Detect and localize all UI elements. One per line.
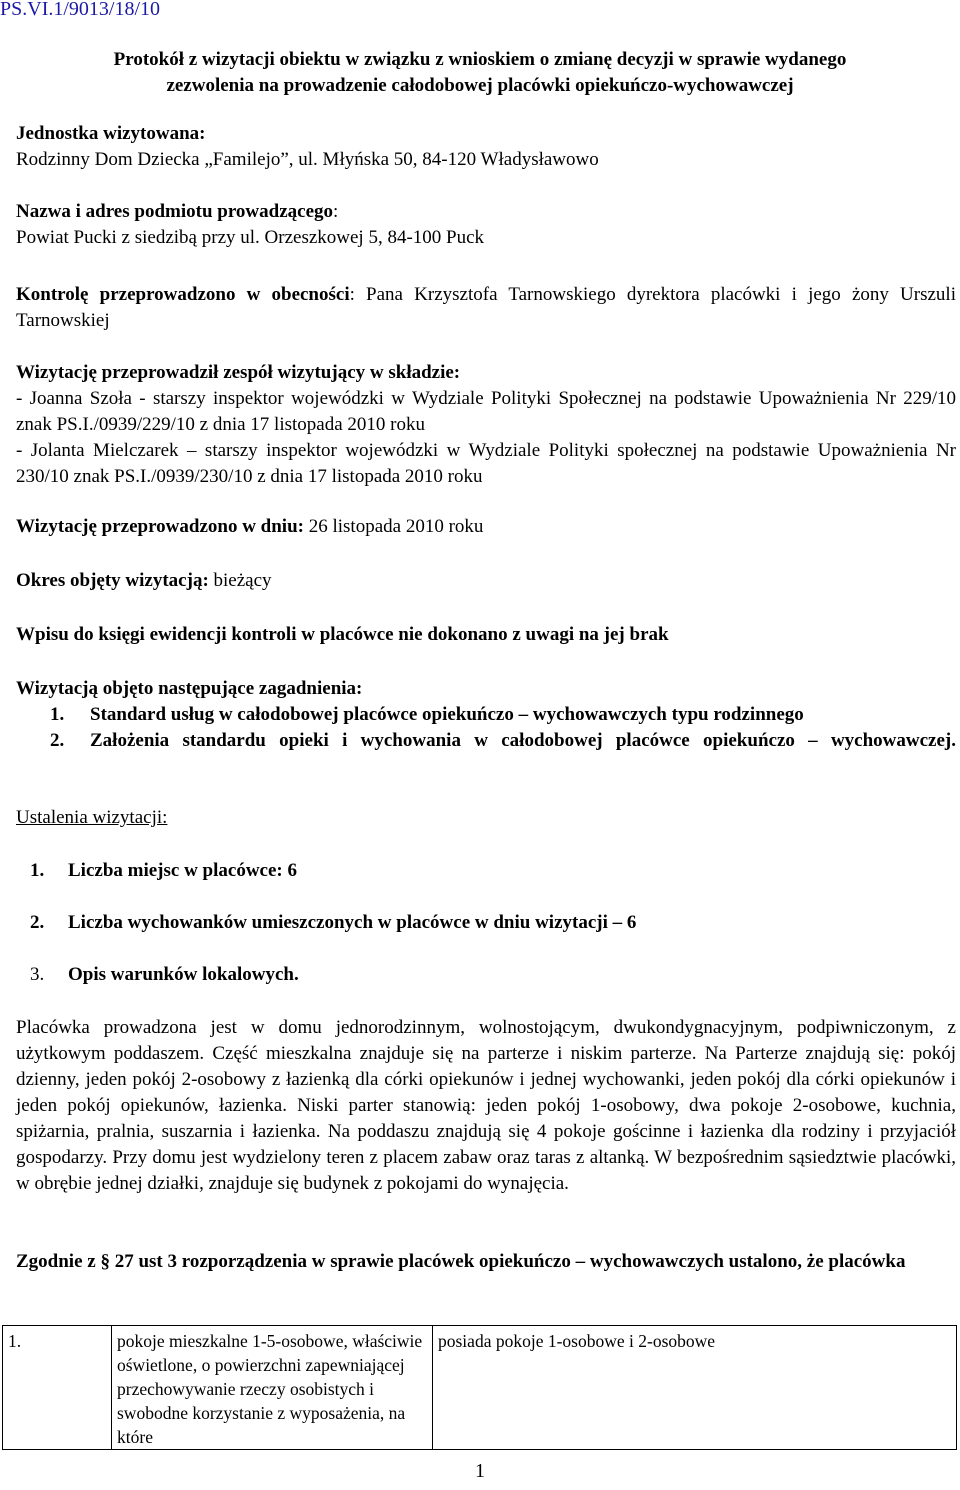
visited-unit-value: Rodzinny Dom Dziecka „Familejo”, ul. Młyńska 50, 84-120 Władysławowo bbox=[16, 149, 599, 170]
topic-item bbox=[16, 702, 956, 728]
visit-date-value: 26 listopada 2010 roku bbox=[303, 516, 484, 537]
presence-value: : Pana Krzysztofa Tarnowskiego dyrektora placówki i jego żony Urszuli Tarnowskiej bbox=[16, 284, 956, 331]
finding-number: 3. bbox=[30, 964, 45, 985]
table-row bbox=[3, 1326, 957, 1450]
title-line-1: Protokół z wizytacji obiektu w związku z wnioskiem o zmianę decyzji w sprawie wydanego bbox=[113, 49, 847, 70]
topic-number: 2. bbox=[50, 730, 65, 751]
row-number: 1. bbox=[3, 1326, 112, 1450]
team-label: Wizytację przeprowadził zespół wizytujący w składzie: bbox=[16, 362, 461, 383]
period-section bbox=[16, 568, 956, 594]
visit-date-label: Wizytację przeprowadzono w dniu: bbox=[16, 516, 304, 537]
finding-number: 1. bbox=[30, 860, 45, 881]
row-status: posiada pokoje 1-osobowe i 2-osobowe bbox=[433, 1326, 957, 1450]
team-member-2: - Jolanta Mielczarek – starszy inspektor wojewódzki w Wydziale Polityki społecznej na podstawie Upoważnienia Nr 230/10 znak PS.I./0939/230/10 z dnia 17 listopada 2010 roku bbox=[16, 440, 956, 487]
finding-item bbox=[30, 962, 299, 988]
document-title bbox=[0, 47, 960, 99]
period-label: Okres objęty wizytacją: bbox=[16, 570, 209, 591]
finding-number: 2. bbox=[30, 912, 45, 933]
findings-heading: Ustalenia wizytacji: bbox=[16, 807, 168, 828]
presence-label: Kontrolę przeprowadzono w obecności bbox=[16, 284, 350, 305]
topic-text: Standard usług w całodobowej placówce opiekuńczo – wychowawczych typu rodzinnego bbox=[90, 704, 804, 725]
visited-unit-label: Jednostka wizytowana: bbox=[16, 123, 206, 144]
topics-label: Wizytacją objęto następujące zagadnienia: bbox=[16, 678, 363, 699]
criteria-table bbox=[2, 1325, 957, 1450]
operator-value: Powiat Pucki z siedzibą przy ul. Orzeszkowej 5, 84-100 Puck bbox=[16, 227, 485, 248]
finding-item bbox=[30, 910, 636, 936]
finding-item bbox=[30, 858, 297, 884]
visit-date-section bbox=[16, 514, 956, 540]
topic-text: Założenia standardu opieki i wychowania w całodobowej placówce opiekuńczo – wychowawczej. bbox=[90, 730, 956, 751]
finding-text: Opis warunków lokalowych. bbox=[68, 964, 299, 985]
topics-section bbox=[16, 676, 956, 754]
team-member-1: - Joanna Szoła - starszy inspektor wojewódzki w Wydziale Polityki Społecznej na podstawie Upoważnienia Nr 229/10 znak PS.I./0939/229/10 z dnia 17 listopada 2010 roku bbox=[16, 388, 956, 435]
finding-text: Liczba miejsc w placówce: 6 bbox=[68, 860, 297, 881]
presence-section bbox=[16, 282, 956, 334]
topic-item bbox=[16, 728, 956, 754]
topics-list bbox=[16, 702, 956, 754]
document-reference: PS.VI.1/9013/18/10 bbox=[0, 0, 161, 20]
operator-section bbox=[16, 199, 956, 251]
operator-colon: : bbox=[333, 201, 339, 222]
topic-number: 1. bbox=[50, 704, 65, 725]
premises-description: Placówka prowadzona jest w domu jednorodzinnym, wolnostojącym, dwukondygnacyjnym, podpiwniczonym, z użytkowym poddaszem. Część mieszkalna znajduje się na parterze i niskim parterze. Na Parterze znajdują się: pokój dzienny, jeden pokój 2-osobowy z łazienką dla córki opiekunów i jednej wychowanki, jeden pokój dla córki opiekunów i jeden pokój opiekunów, łazienka. Niski parter stanowią: jeden pokój 1-osobowy, dwa pokoje 2-osobowe, kuchnia, spiżarnia, pralnia, suszarnia i łazienka. Na poddaszu znajdują się 4 pokoje gościnne i łazienka dla rodziny i przyjaciół gospodarzy. Przy domu jest wydzielony teren z placem zabaw oraz taras z altanką. W bezpośrednim sąsiedztwie placówki, w obrębie jednej działki, znajduje się budynek z pokojami do wynajęcia. bbox=[16, 1017, 956, 1194]
page-number: 1 bbox=[475, 1460, 485, 1482]
title-line-2: zezwolenia na prowadzenie całodobowej placówki opiekuńczo-wychowawczej bbox=[166, 75, 794, 96]
conclusion-text: Zgodnie z § 27 ust 3 rozporządzenia w sprawie placówek opiekuńczo – wychowawczych ustalono, że placówka bbox=[16, 1251, 906, 1272]
row-requirement: pokoje mieszkalne 1-5-osobowe, właściwie oświetlone, o powierzchni zapewniającej przechowywanie rzeczy osobistych i swobodne korzystanie z wyposażenia, na które bbox=[112, 1326, 433, 1450]
visited-unit-section bbox=[16, 121, 956, 173]
operator-label: Nazwa i adres podmiotu prowadzącego bbox=[16, 201, 334, 222]
finding-text: Liczba wychowanków umieszczonych w placówce w dniu wizytacji – 6 bbox=[68, 912, 637, 933]
register-note: Wpisu do księgi ewidencji kontroli w placówce nie dokonano z uwagi na jej brak bbox=[16, 624, 669, 645]
period-value: bieżący bbox=[208, 570, 272, 591]
team-section bbox=[16, 360, 956, 490]
